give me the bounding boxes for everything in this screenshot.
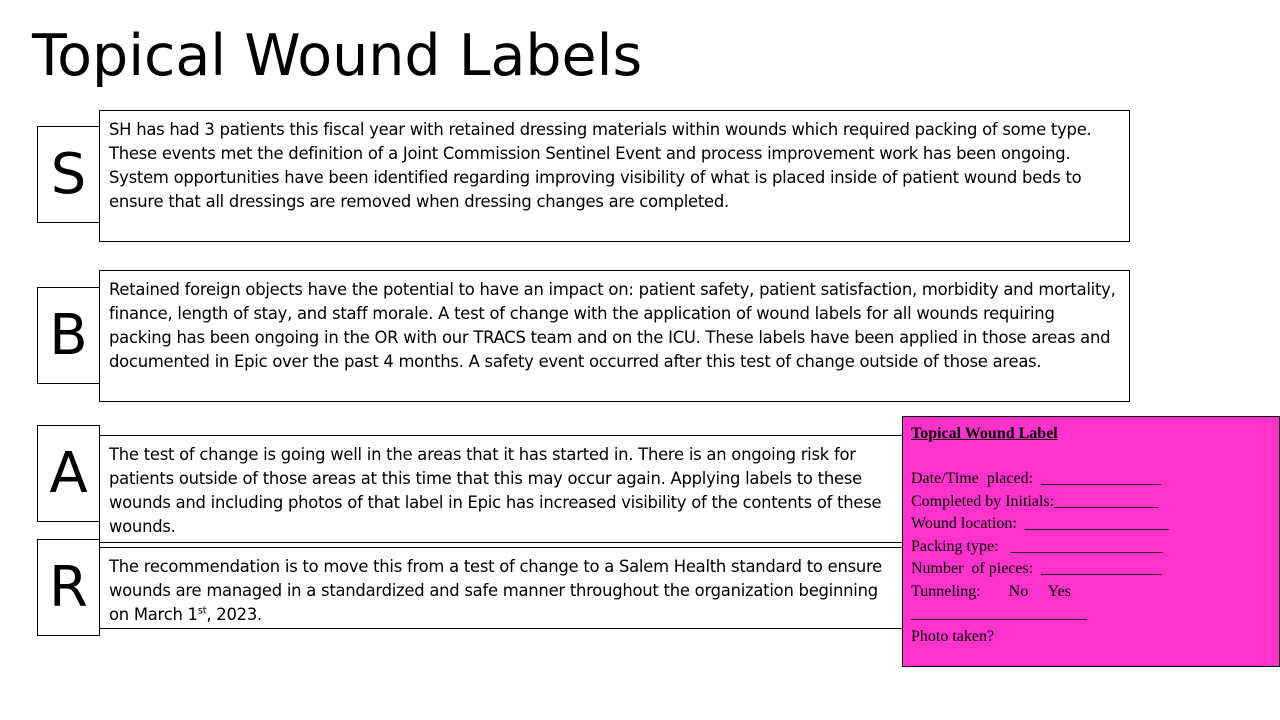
background-text: Retained foreign objects have the potential to have an impact on: patient safety, patient satisfaction, morbidity and mortality, finance, length of stay, and staff morale. A test of change with the application of wound labels for all wounds requiring packing has been ongoing in the OR with our TRACS team and on the ICU. These labels have been applied in those areas and documented in Epic over the past 4 months. A safety event occurred after this test of change outside of those areas.: [109, 280, 1116, 371]
recommendation-text-end: , 2023.: [206, 605, 262, 624]
label-line-photo-taken: Photo taken?: [911, 627, 995, 645]
label-card-spacer: [911, 446, 1271, 469]
topical-wound-label-card: [902, 416, 1280, 667]
sbar-letter-s: S: [37, 126, 100, 223]
recommendation-text-main: The recommendation is to move this from a test of change to a Salem Health standard to ensure wounds are managed in a standardized and safe manner throughout the organization beginning on March 1: [109, 557, 882, 624]
assessment-text: The test of change is going well in the areas that it has started in. There is an ongoing risk for patients outside of those areas at this time that this may occur again. Applying labels to these wounds and including photos of that label in Epic has increased visibility of the contents of these wounds.: [109, 445, 882, 536]
label-line-date-time: Date/Time placed: _______________: [911, 470, 1162, 487]
situation-text-box: [99, 110, 1130, 242]
background-text-box: [99, 270, 1130, 402]
label-line-wound-location: Wound location: __________________: [911, 515, 1169, 532]
label-line-blank: ______________________: [911, 605, 1087, 622]
recommendation-text: [109, 555, 901, 627]
label-line-initials: Completed by Initials:_____________: [911, 492, 1159, 510]
sbar-letter-r: R: [37, 539, 100, 636]
label-line-tunneling: Tunneling: No Yes: [911, 582, 1071, 600]
sbar-letter-b: B: [37, 287, 100, 384]
recommendation-text-box: [99, 547, 911, 629]
label-line-number-of-pieces: Number of pieces: _______________: [911, 560, 1162, 577]
assessment-text-box: [99, 435, 911, 543]
recommendation-superscript: st: [197, 605, 207, 617]
situation-text: SH has had 3 patients this fiscal year with retained dressing materials within wounds which required packing of some type. These events met the definition of a Joint Commission Sentinel Event and process improvement work has been ongoing. System opportunities have been identified regarding improving visibility of what is placed inside of patient wound beds to ensure that all dressings are removed when dressing changes are completed.: [109, 120, 1092, 211]
label-line-packing-type: Packing type: ___________________: [911, 537, 1163, 555]
page-title: Topical Wound Labels: [32, 23, 643, 89]
label-card-heading: Topical Wound Label: [911, 425, 1058, 442]
sbar-letter-a: A: [37, 425, 100, 522]
